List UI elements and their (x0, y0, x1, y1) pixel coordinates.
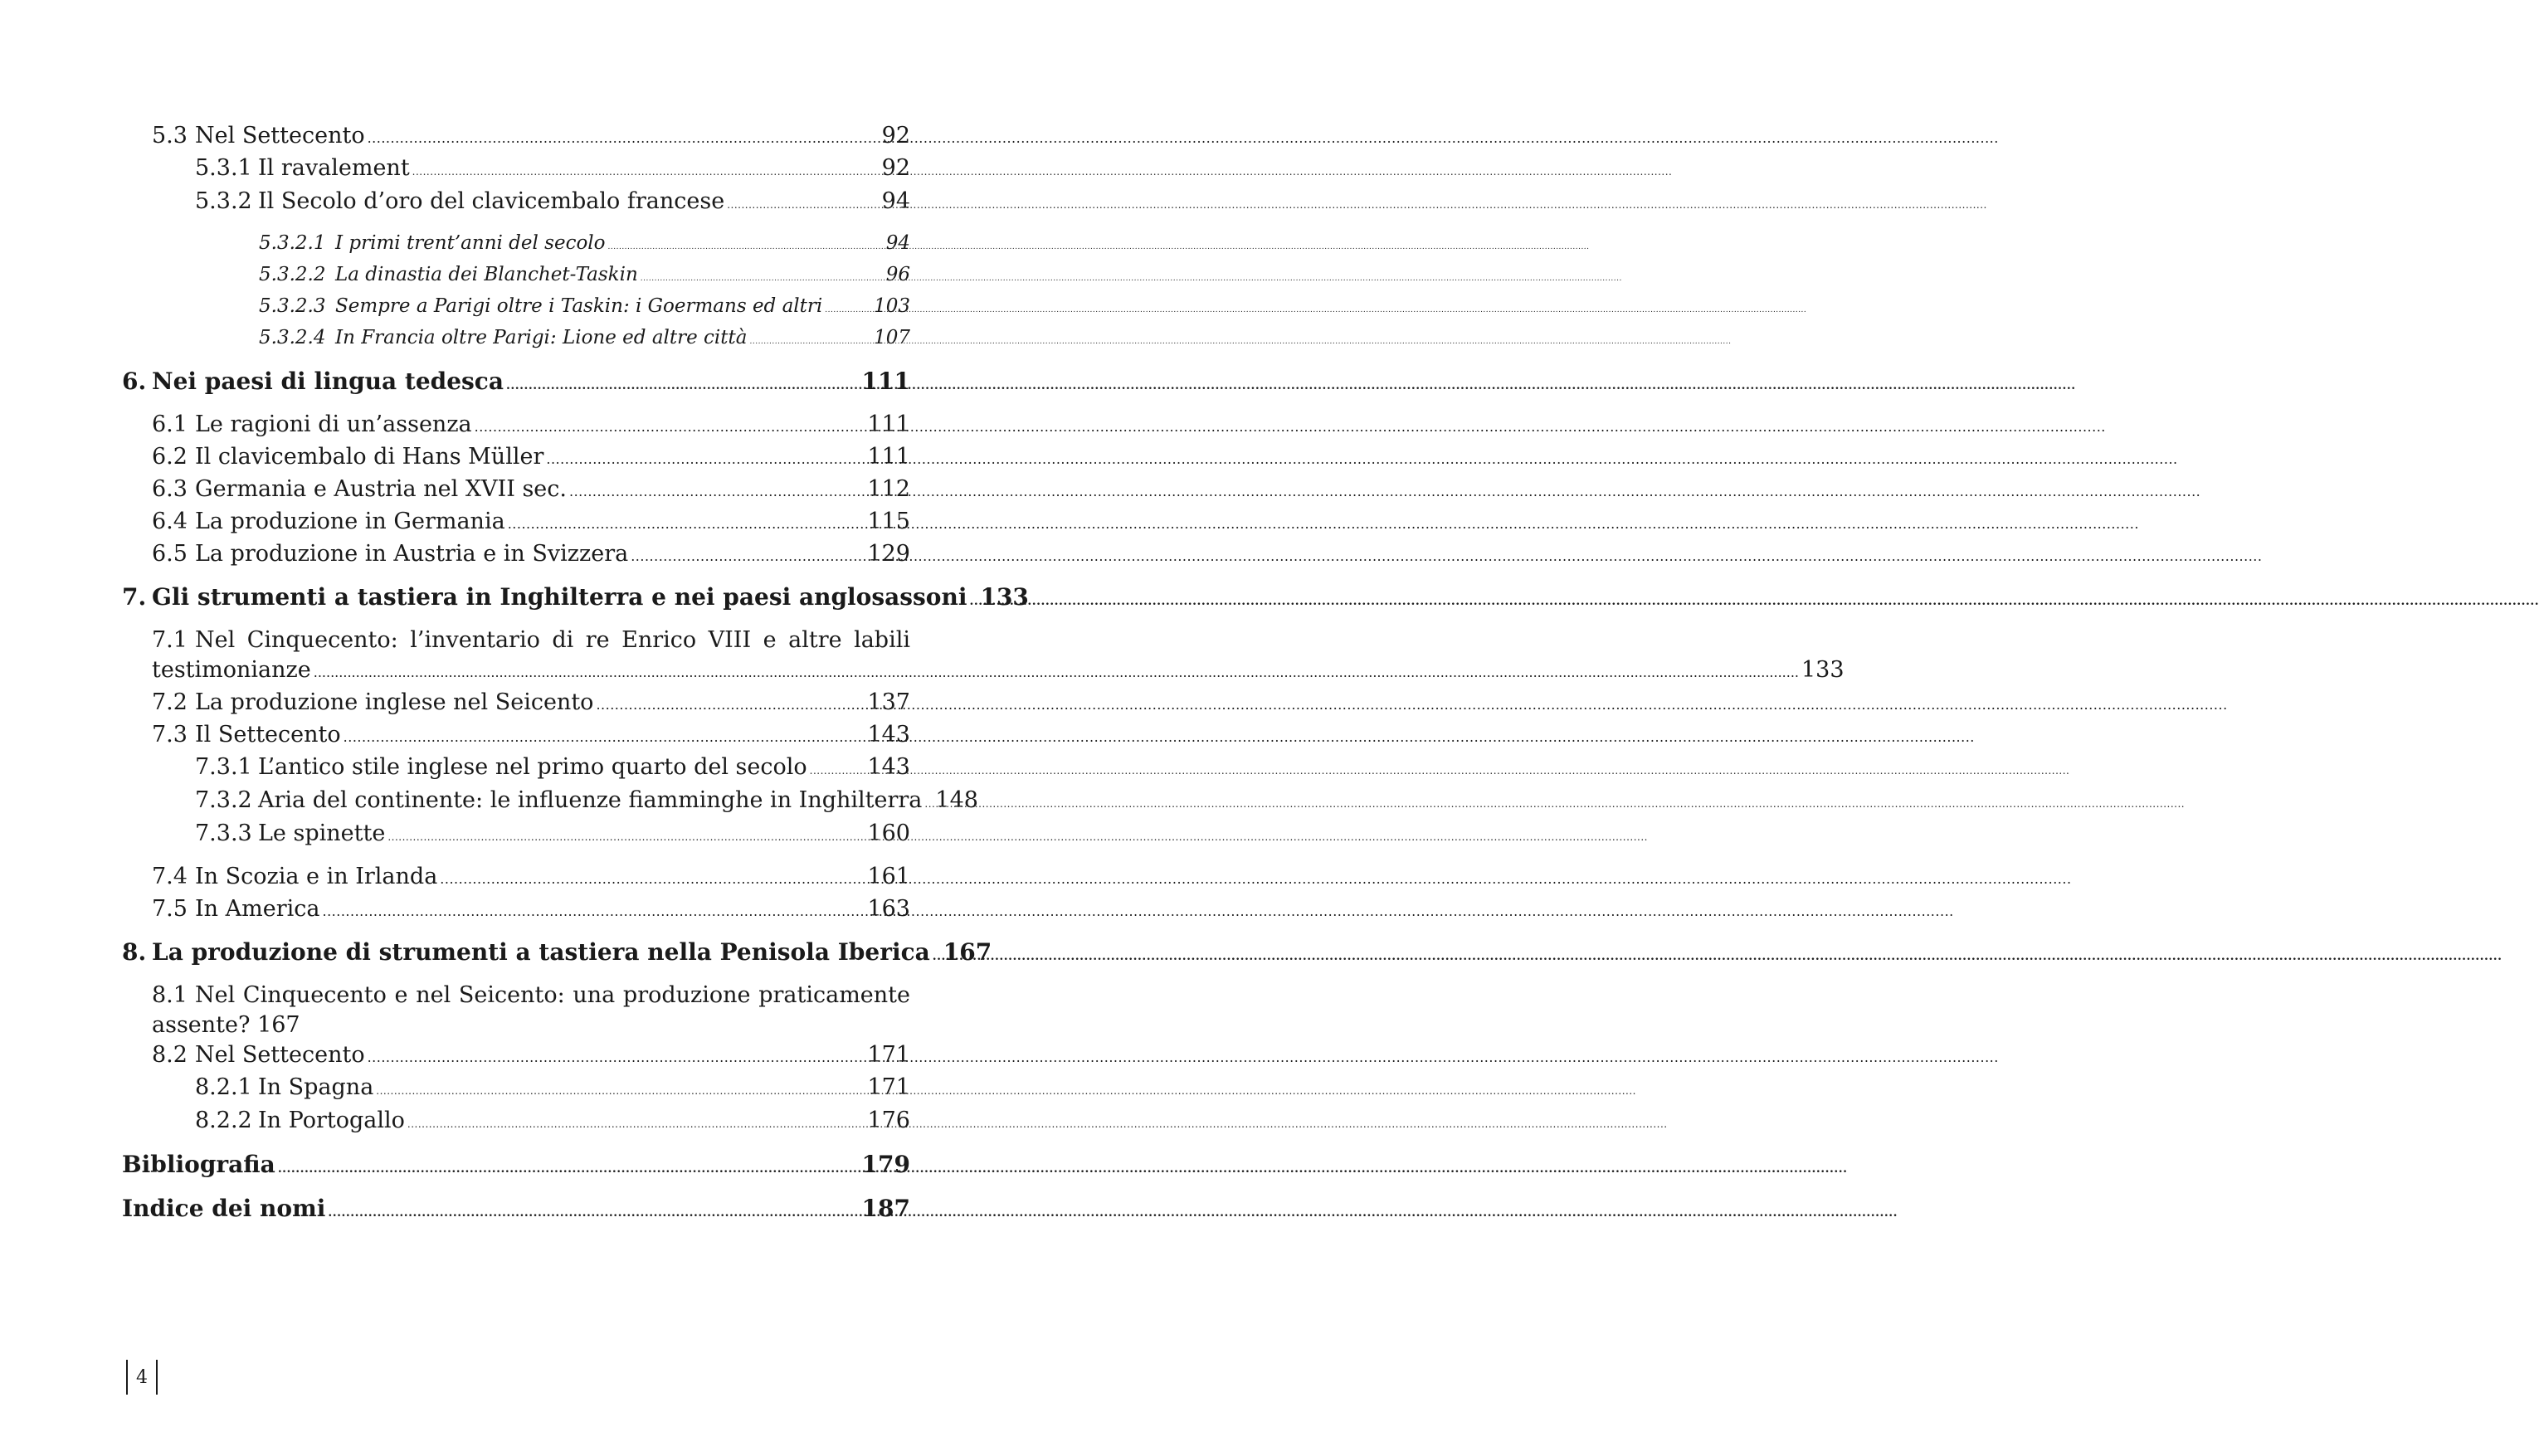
toc-number: 6.3 (152, 476, 188, 502)
toc-leader (608, 230, 884, 261)
toc-entry-7-1[interactable] (122, 626, 1845, 688)
toc-entry-7-5[interactable] (122, 894, 910, 927)
toc-title: Indice dei nomi (122, 1195, 326, 1222)
toc-entry-7-2[interactable] (122, 688, 910, 720)
toc-title-line-1: Nel Cinquecento e nel Seicento: una produzione praticamente (195, 982, 910, 1008)
toc-title: La produzione in Austria e in Svizzera (195, 541, 629, 567)
toc-leader (546, 442, 865, 475)
toc-page: 161 (867, 864, 910, 889)
toc-page: 143 (867, 722, 910, 747)
toc-leader (933, 937, 941, 972)
toc-title: In America (195, 896, 320, 922)
toc-page: 111 (867, 444, 910, 470)
table-of-contents (122, 121, 1845, 1229)
toc-title: Aria del continente: le influenze fiamminghe in Inghilterra (258, 787, 923, 813)
toc-entry-6-5[interactable] (122, 539, 910, 572)
toc-page: 179 (861, 1151, 910, 1178)
toc-page: 171 (867, 1074, 910, 1100)
toc-page: 103 (874, 295, 910, 317)
toc-leader (412, 153, 880, 187)
toc-page: 143 (867, 754, 910, 780)
toc-page: 115 (867, 509, 910, 534)
toc-number: 5.3.2.1 (259, 232, 326, 254)
toc-entry-5-3-2-1[interactable] (122, 230, 910, 261)
toc-number: 7.2 (152, 689, 188, 715)
toc-leader (368, 1040, 865, 1073)
toc-number: 6.2 (152, 444, 188, 470)
toc-page: 167 (943, 938, 992, 966)
toc-leader (407, 1106, 865, 1139)
footer-rule-right (156, 1360, 158, 1395)
toc-leader (387, 819, 865, 852)
toc-entry-7-3[interactable] (122, 720, 910, 752)
toc-entry-8-2[interactable] (122, 1040, 910, 1073)
toc-leader (508, 507, 865, 539)
toc-number: 5.3.2.4 (259, 327, 326, 348)
toc-number: 7. (122, 583, 147, 611)
toc-title: Gli strumenti a tastiera in Inghilterra e nei paesi anglosassoni (152, 583, 967, 611)
toc-number: 5.3.2.2 (259, 264, 326, 285)
toc-page: 92 (881, 155, 910, 181)
toc-page: 137 (867, 689, 910, 715)
toc-page: 129 (867, 541, 910, 567)
toc-leader (475, 410, 865, 442)
toc-title: La produzione inglese nel Seicento (195, 689, 594, 715)
toc-leader (810, 752, 865, 786)
toc-leader (569, 475, 865, 507)
toc-leader (924, 786, 933, 819)
toc-entry-6-4[interactable] (122, 507, 910, 539)
toc-number: 7.1 (152, 627, 188, 653)
toc-entry-5-3-2-4[interactable] (122, 324, 910, 356)
toc-leader (631, 539, 865, 572)
toc-entry-6-1[interactable] (122, 410, 910, 442)
toc-page: 94 (881, 188, 910, 214)
toc-page: 163 (867, 896, 910, 922)
toc-leader (314, 655, 1799, 688)
toc-entry-7-3-3[interactable] (122, 819, 910, 852)
toc-number: 6. (122, 368, 147, 395)
toc-number: 7.3.1 (195, 754, 252, 780)
toc-name-index[interactable] (122, 1193, 910, 1229)
toc-page: 112 (867, 476, 910, 502)
toc-page: 133 (1801, 657, 1845, 683)
toc-number: 6.5 (152, 541, 188, 567)
toc-page: 133 (980, 583, 1029, 611)
toc-number: 5.3 (152, 123, 188, 149)
toc-page: 148 (935, 787, 978, 813)
toc-chapter-7[interactable] (122, 582, 1029, 617)
toc-number: 8.1 (152, 982, 188, 1008)
toc-leader (278, 1149, 860, 1185)
toc-leader (506, 366, 860, 402)
toc-leader (344, 720, 865, 752)
toc-page: 111 (861, 368, 910, 395)
toc-leader (727, 187, 879, 220)
toc-entry-5-3[interactable] (122, 121, 910, 153)
toc-title: Nel Settecento (195, 123, 365, 149)
toc-title: La produzione di strumenti a tastiera nella Penisola Iberica (152, 938, 930, 966)
toc-leader (641, 261, 884, 293)
toc-number: 8.2.1 (195, 1074, 252, 1100)
toc-title: Le spinette (258, 821, 386, 846)
toc-leader (440, 862, 865, 894)
toc-title: Il Settecento (195, 722, 341, 747)
toc-number: 5.3.2 (195, 188, 252, 214)
toc-entry-8-1[interactable] (122, 981, 910, 1040)
toc-entry-5-3-2[interactable] (122, 187, 910, 220)
toc-entry-8-2-1[interactable] (122, 1073, 910, 1106)
toc-title: I primi trent’anni del secolo (335, 232, 606, 254)
toc-title: La produzione in Germania (195, 509, 505, 534)
toc-title: Le ragioni di un’assenza (195, 411, 472, 437)
toc-leader (368, 121, 880, 153)
toc-number: 6.4 (152, 509, 188, 534)
toc-number: 5.3.2.3 (259, 295, 326, 317)
toc-page: 171 (867, 1042, 910, 1068)
toc-chapter-6[interactable] (122, 366, 910, 402)
toc-entry-7-3-1[interactable] (122, 752, 910, 786)
toc-number: 7.3.3 (195, 821, 252, 846)
toc-title: La dinastia dei Blanchet-Taskin (335, 264, 638, 285)
toc-number: 8.2.2 (195, 1108, 252, 1133)
toc-title-line-2: testimonianze (152, 657, 311, 683)
toc-leader (825, 293, 871, 324)
toc-chapter-8[interactable] (122, 937, 992, 972)
toc-title: Nei paesi di lingua tedesca (152, 368, 504, 395)
toc-number: 7.4 (152, 864, 188, 889)
toc-title: L’antico stile inglese nel primo quarto del secolo (258, 754, 807, 780)
toc-title-line-1: Nel Cinquecento: l’inventario di re Enrico VIII e altre labili (195, 627, 910, 653)
toc-entry-5-3-2-2[interactable] (122, 261, 910, 293)
toc-title: Il Secolo d’oro del clavicembalo francese (258, 188, 725, 214)
toc-title: Nel Settecento (195, 1042, 365, 1068)
toc-page: 176 (867, 1108, 910, 1133)
toc-leader (969, 582, 977, 617)
toc-entry-7-3-2[interactable] (122, 786, 978, 819)
toc-title: In Spagna (258, 1074, 374, 1100)
toc-title: Bibliografia (122, 1151, 275, 1178)
toc-entry-8-2-2[interactable] (122, 1106, 910, 1139)
toc-entry-6-2[interactable] (122, 442, 910, 475)
page-number: 4 (136, 1366, 148, 1388)
toc-entry-7-4[interactable] (122, 862, 910, 894)
toc-title: Il clavicembalo di Hans Müller (195, 444, 544, 470)
toc-number: 7.3.2 (195, 787, 252, 813)
page-footer (126, 1359, 158, 1395)
toc-page: 92 (881, 123, 910, 149)
toc-leader (328, 1193, 859, 1229)
toc-number: 7.3 (152, 722, 188, 747)
toc-title: In Portogallo (258, 1108, 405, 1133)
toc-title: In Francia oltre Parigi: Lione ed altre città (335, 327, 748, 348)
toc-page: 107 (874, 327, 910, 348)
toc-leader (596, 688, 865, 720)
toc-entry-6-3[interactable] (122, 475, 910, 507)
toc-page: 111 (867, 411, 910, 437)
toc-page: 187 (861, 1195, 910, 1222)
toc-page: 160 (867, 821, 910, 846)
toc-page: 94 (885, 232, 910, 254)
toc-leader (376, 1073, 865, 1106)
toc-number: 8. (122, 938, 147, 966)
toc-leader (322, 894, 865, 927)
toc-number: 8.2 (152, 1042, 188, 1068)
toc-title-line-2: assente? 167 (152, 1012, 300, 1038)
toc-page: 96 (885, 264, 910, 285)
toc-bibliography[interactable] (122, 1149, 910, 1185)
toc-number: 5.3.1 (195, 155, 252, 181)
toc-number: 7.5 (152, 896, 188, 922)
toc-leader (749, 324, 871, 356)
toc-title: Sempre a Parigi oltre i Taskin: i Goermans ed altri (335, 295, 823, 317)
toc-title: Germania e Austria nel XVII sec. (195, 476, 567, 502)
toc-title: In Scozia e in Irlanda (195, 864, 438, 889)
toc-entry-5-3-1[interactable] (122, 153, 910, 187)
toc-title: Il ravalement (258, 155, 410, 181)
toc-entry-5-3-2-3[interactable] (122, 293, 910, 324)
toc-number: 6.1 (152, 411, 188, 437)
